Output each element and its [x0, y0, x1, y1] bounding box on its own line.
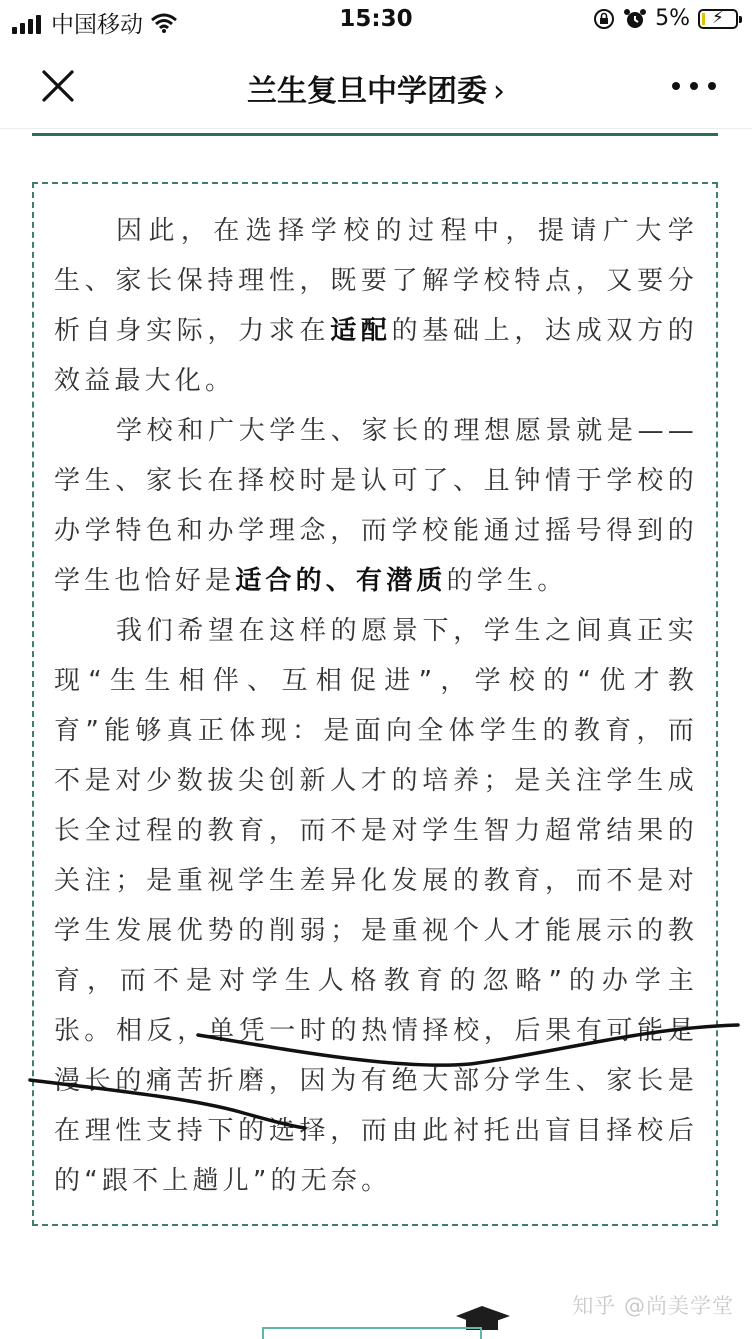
- carrier-label: 中国移动: [51, 12, 143, 38]
- battery-icon: ⚡: [698, 9, 738, 29]
- nav-bar: [0, 44, 752, 129]
- battery-percent: 5%: [655, 6, 690, 31]
- chevron-right-icon: ›: [493, 74, 505, 109]
- article-paragraph-2: 学校和广大学生、家长的理想愿景就是——学生、家长在择校时是认可了、且钟情于学校的办学特色和办学理念，而学校能通过摇号得到的学生也恰好是适合的、有潜质的学生。: [54, 416, 698, 596]
- account-name: 兰生复旦中学团委: [247, 74, 487, 109]
- bottom-card: [262, 1327, 482, 1339]
- orientation-lock-icon: [593, 8, 615, 30]
- account-title[interactable]: [0, 66, 752, 110]
- article-paragraph-1: 因此，在选择学校的过程中，提请广大学生、家长保持理性，既要了解学校特点，又要分析自身实际，力求在适配的基础上，达成双方的效益最大化。: [54, 216, 698, 396]
- alarm-icon: [623, 7, 647, 31]
- more-icon[interactable]: [672, 74, 716, 98]
- status-time: 15:30: [339, 6, 413, 32]
- watermark: 知乎 @尚美学堂: [572, 1294, 734, 1318]
- section-divider: [32, 133, 718, 136]
- status-bar: [0, 0, 752, 44]
- article-paragraph-4: 相反，单凭一时的热情择校，后果有可能是漫长的痛苦折磨，因为有绝大部分学生、家长是在理性支持下的选择，而由此衬托出盲目择校后的“跟不上趟儿”的无奈。: [54, 1016, 698, 1196]
- article-paragraph-3: 我们希望在这样的愿景下，学生之间真正实现“生生相伴、互相促进”，学校的“优才教育”能够真正体现：是面向全体学生的教育，而不是对少数拔尖创新人才的培养；是关注学生成长全过程的教育，而不是对学生智力超常结果的关注；是重视学生差异化发展的教育，而不是对学生发展优势的削弱；是重视个人才能展示的教育，而不是对学生人格教育的忽略”的办学主张。: [54, 616, 698, 1046]
